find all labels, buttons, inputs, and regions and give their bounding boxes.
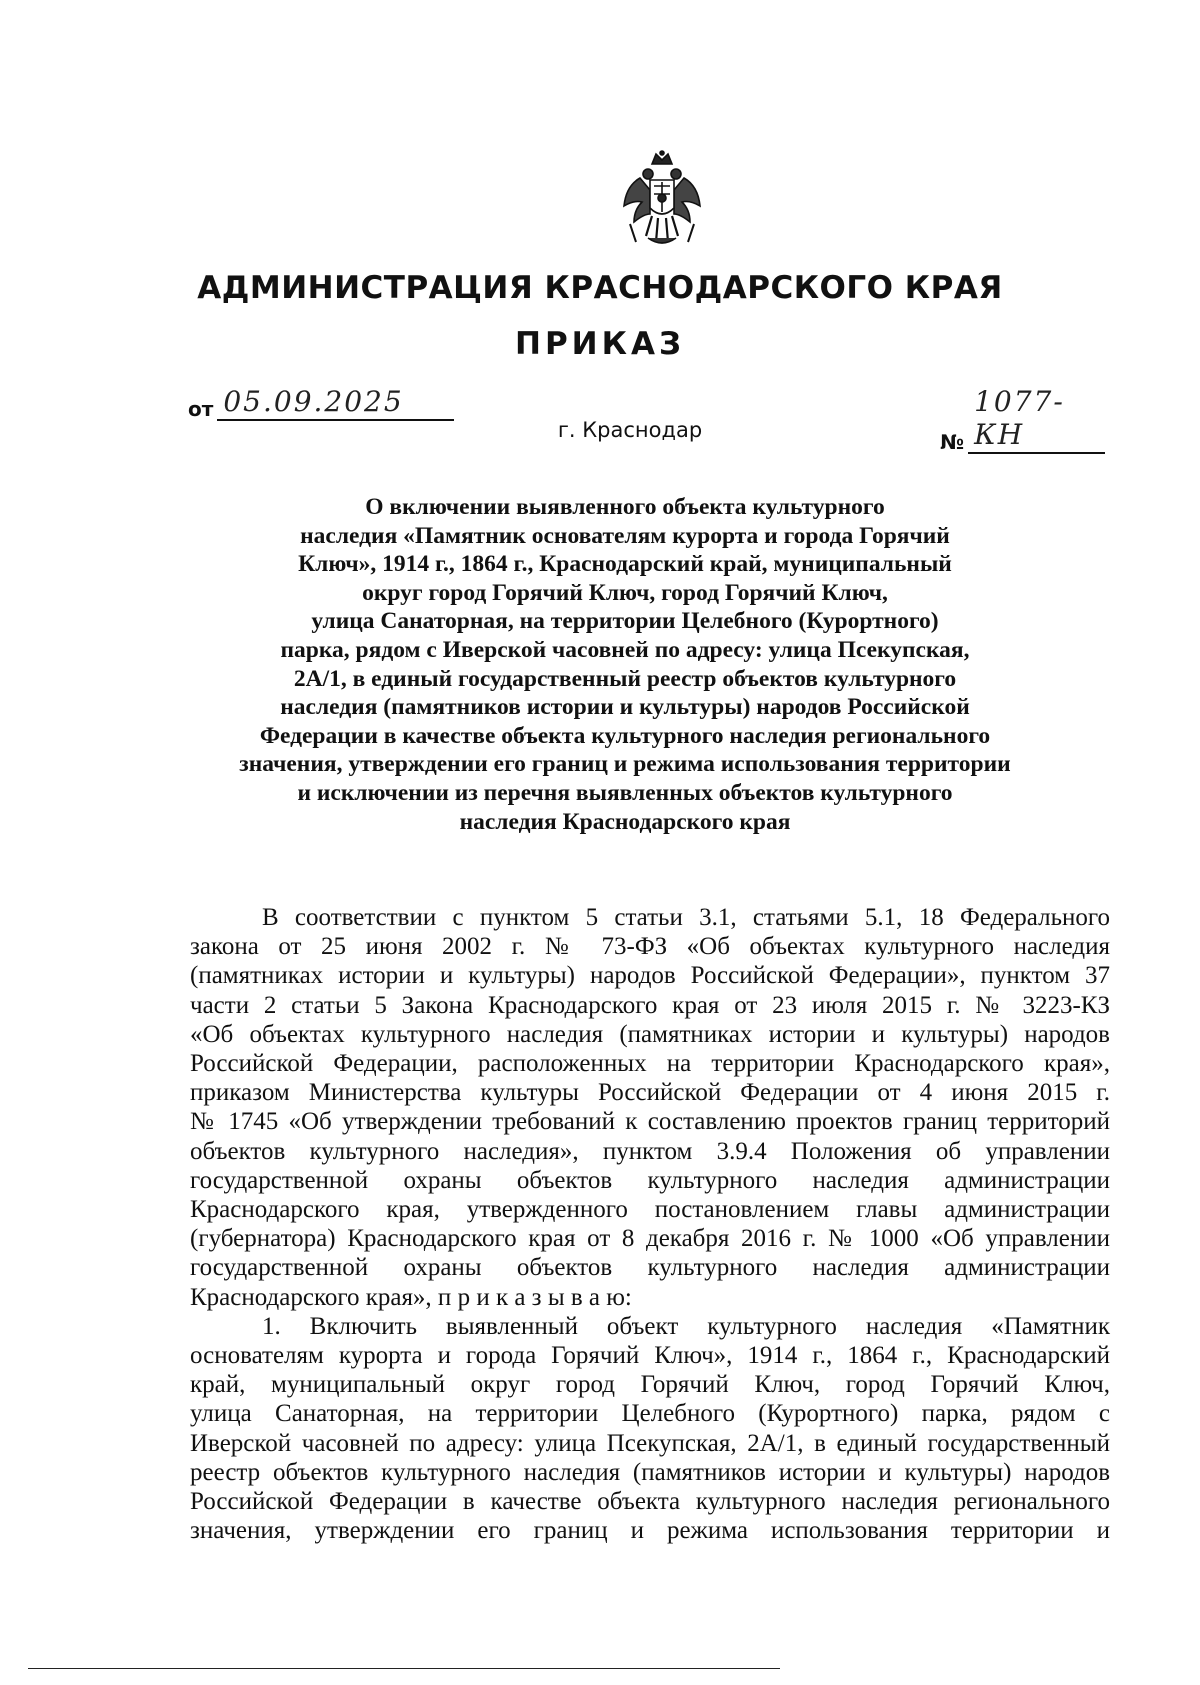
organization-title: АДМИНИСТРАЦИЯ КРАСНОДАРСКОГО КРАЯ xyxy=(197,270,1003,306)
date-block xyxy=(188,385,454,421)
city: г. Краснодар xyxy=(557,418,703,442)
body-line: «Об объектах культурного наследия (памятниках истории и культуры) народов xyxy=(190,1020,1110,1048)
subject-line: наследия «Памятник основателям курорта и города Горячий xyxy=(300,522,950,549)
body-line: объектов культурного наследия», пунктом 3.9.4 Положения об управлении xyxy=(190,1137,1110,1165)
body-line: край, муниципальный округ город Горячий Ключ, город Горячий Ключ, xyxy=(190,1371,1110,1399)
subject-line: 2А/1, в единый государственный реестр объектов культурного xyxy=(293,665,957,692)
body-line: приказом Министерства культуры Российской Федерации от 4 июня 2015 г. xyxy=(190,1079,1110,1107)
number-prefix: № xyxy=(940,430,965,454)
subject-line: значения, утверждении его границ и режима использования территории xyxy=(239,751,1011,778)
date-prefix: от xyxy=(188,397,214,421)
body-line: основателям курорта и города Горячий Ключ», 1914 г., 1864 г., Краснодарский xyxy=(190,1342,1110,1370)
body-line: государственной охраны объектов культурного наследия администрации xyxy=(190,1254,1110,1282)
body-line: реестр объектов культурного наследия (памятников истории и культуры) народов xyxy=(190,1458,1110,1486)
body-line: № 1745 «Об утверждении требований к составлению проектов границ территорий xyxy=(190,1108,1110,1136)
body-line: государственной охраны объектов культурного наследия администрации xyxy=(190,1166,1110,1194)
subject-line: О включении выявленного объекта культурного xyxy=(365,494,885,520)
body-line: 1. Включить выявленный объект культурного наследия «Памятник xyxy=(262,1312,1110,1340)
document-type: ПРИКАЗ xyxy=(515,326,685,362)
subject-line: улица Санаторная, на территории Целебного (Курортного) xyxy=(311,608,939,635)
body-line: закона от 25 июня 2002 г. № 73-ФЗ «Об объектах культурного наследия xyxy=(190,933,1110,961)
body-line: Краснодарского края», п р и к а з ы в а ю: xyxy=(190,1283,632,1311)
body-line: Российской Федерации в качестве объекта культурного наследия регионального xyxy=(190,1488,1110,1516)
subject-line: округ город Горячий Ключ, город Горячий Ключ, xyxy=(362,579,888,606)
body-line: улица Санаторная, на территории Целебного (Курортного) парка, рядом с xyxy=(190,1400,1110,1428)
body-line: Краснодарского края, утвержденного постановлением главы администрации xyxy=(190,1196,1110,1224)
body-line: значения, утверждении его границ и режима использования территории и xyxy=(190,1517,1110,1545)
subject-line: Федерации в качестве объекта культурного наследия регионального xyxy=(259,722,991,749)
body-line: Российской Федерации, расположенных на территории Краснодарского края», xyxy=(190,1050,1110,1078)
subject-line: наследия Краснодарского края xyxy=(459,808,791,835)
document-body xyxy=(190,903,1110,1545)
body-line: Иверской часовней по адресу: улица Псекупская, 2А/1, в единый государственный xyxy=(190,1429,1110,1457)
body-line: (памятниках истории и культуры) народов Российской Федерации», пунктом 37 xyxy=(190,962,1110,990)
subject-line: наследия (памятников истории и культуры) народов Российской xyxy=(280,694,970,721)
krasnodar-coat-of-arms-icon xyxy=(620,150,705,250)
number-value: 1077-КН xyxy=(968,385,1105,454)
body-line: (губернатора) Краснодарского края от 8 декабря 2016 г. № 1000 «Об управлении xyxy=(190,1225,1110,1253)
body-line: В соответствии с пунктом 5 статьи 3.1, статьями 5.1, 18 Федерального xyxy=(262,904,1110,931)
footer-divider xyxy=(28,1668,780,1669)
document-subject xyxy=(210,493,1040,836)
date-value: 05.09.2025 xyxy=(217,385,454,421)
body-line: части 2 статьи 5 Закона Краснодарского края от 23 июля 2015 г. № 3223-КЗ xyxy=(190,991,1110,1019)
subject-line: Ключ», 1914 г., 1864 г., Краснодарский край, муниципальный xyxy=(298,551,952,578)
subject-line: парка, рядом с Иверской часовней по адресу: улица Псекупская, xyxy=(280,636,970,663)
subject-line: и исключении из перечня выявленных объектов культурного xyxy=(297,779,953,806)
